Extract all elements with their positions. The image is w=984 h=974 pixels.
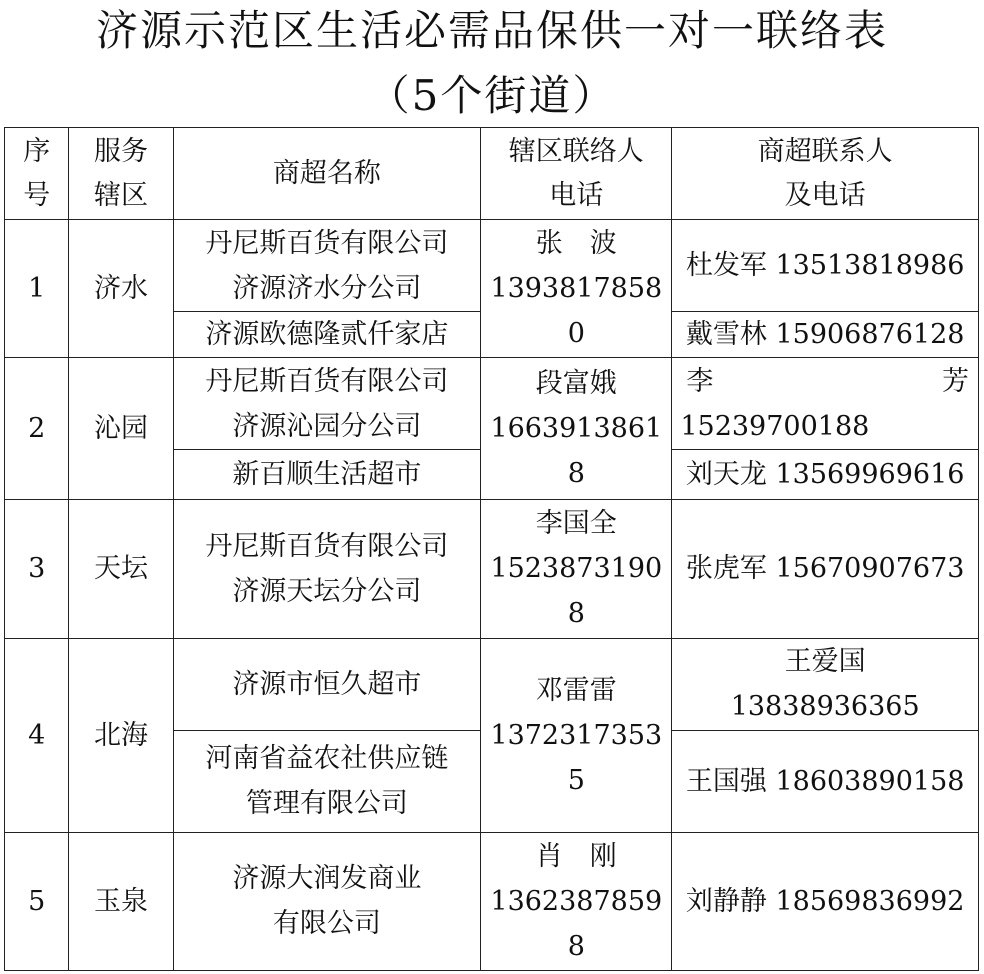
row-area: 沁园 (69, 358, 173, 500)
store-contact-cell: 李 芳 15239700188 (672, 358, 979, 450)
store-contact-cell: 刘天龙 13569969616 (672, 450, 979, 500)
row-index: 3 (5, 500, 69, 638)
store-contact-cell: 刘静静 18569836992 (672, 832, 979, 970)
store-contact-cell: 王爱国 13838936365 (672, 638, 979, 730)
store-name-cell: 新百顺生活超市 (173, 450, 481, 500)
store-contact-cell: 杜发军 13513818986 (672, 220, 979, 312)
table-row (5, 220, 979, 312)
row-index: 5 (5, 832, 69, 970)
row-index: 2 (5, 358, 69, 500)
district-contact-cell: 段富娥 1663913861 8 (481, 358, 672, 500)
page-subtitle: （5个街道） (367, 71, 617, 120)
district-contact-cell: 肖 刚 1362387859 8 (481, 832, 672, 970)
table-header-row (5, 128, 979, 220)
header-index: 序 号 (5, 128, 69, 220)
row-area: 济水 (69, 220, 173, 358)
header-district-contact: 辖区联络人 电话 (481, 128, 672, 220)
row-index: 4 (5, 638, 69, 832)
store-name-cell: 济源大润发商业 有限公司 (173, 832, 481, 970)
table-row (5, 500, 979, 638)
store-name-cell: 丹尼斯百货有限公司 济源天坛分公司 (173, 500, 481, 638)
table-row (5, 358, 979, 450)
row-area: 玉泉 (69, 832, 173, 970)
table-row (5, 638, 979, 730)
header-service-area: 服务 辖区 (69, 128, 173, 220)
store-contact-cell: 张虎军 15670907673 (672, 500, 979, 638)
store-name-cell: 河南省益农社供应链 管理有限公司 (173, 730, 481, 832)
header-store-name: 商超名称 (173, 128, 481, 220)
store-name-cell: 丹尼斯百货有限公司 济源济水分公司 (173, 220, 481, 312)
page-title: 济源示范区生活必需品保供一对一联络表 (95, 6, 888, 55)
contact-table (4, 127, 979, 971)
store-contact-cell: 戴雪林 15906876128 (672, 312, 979, 358)
row-index: 1 (5, 220, 69, 358)
district-contact-cell: 邓雷雷 1372317353 5 (481, 638, 672, 832)
header-store-contact: 商超联系人 及电话 (672, 128, 979, 220)
store-contact-cell: 王国强 18603890158 (672, 730, 979, 832)
store-name-cell: 济源欧德隆贰仟家店 (173, 312, 481, 358)
table-row (5, 832, 979, 970)
row-area: 北海 (69, 638, 173, 832)
store-name-cell: 济源市恒久超市 (173, 638, 481, 730)
district-contact-cell: 张 波 1393817858 0 (481, 220, 672, 358)
district-contact-cell: 李国全 1523873190 8 (481, 500, 672, 638)
row-area: 天坛 (69, 500, 173, 638)
store-name-cell: 丹尼斯百货有限公司 济源沁园分公司 (173, 358, 481, 450)
